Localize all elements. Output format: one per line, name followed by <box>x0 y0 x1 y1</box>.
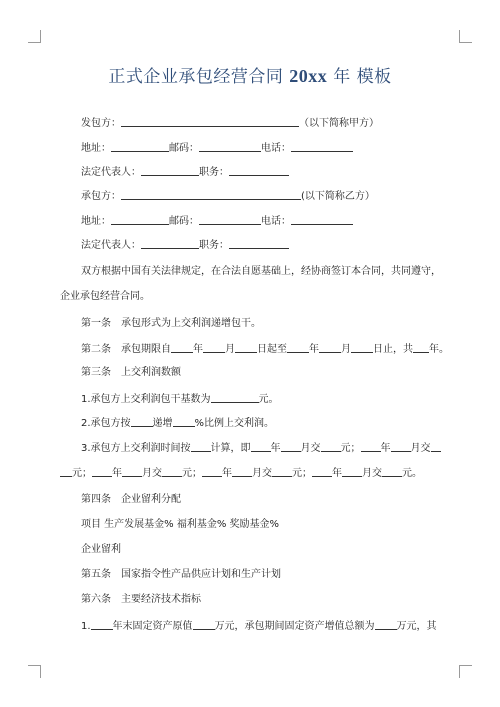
blank <box>232 466 252 477</box>
party-b-rep-line: 法定代表人： 职务： <box>81 238 289 253</box>
retained-profit: 企业留利 <box>81 544 121 555</box>
article-3: 第三条 上交利润数额 <box>81 367 181 378</box>
blank <box>111 141 169 152</box>
blank <box>251 441 271 452</box>
blank <box>193 619 215 630</box>
blank <box>199 214 261 225</box>
blank <box>162 466 182 477</box>
blank <box>141 238 199 249</box>
document-title <box>0 62 500 87</box>
blank <box>375 619 397 630</box>
preamble-line-2: 企业承包经营合同。 <box>60 291 150 302</box>
article-2: 第二条 承包期限自 年 月 日起至 年 月 日止，共 年。 <box>81 344 449 355</box>
blank <box>141 165 199 176</box>
allocation-items: 项目 生产发展基金% 福利基金% 奖励基金% <box>81 519 280 530</box>
blank <box>319 342 341 353</box>
blank <box>211 392 259 403</box>
blank <box>361 441 381 452</box>
blank <box>60 466 72 477</box>
blank <box>391 441 411 452</box>
party-a-address-line: 地址： 邮码： 电话： <box>81 141 353 156</box>
blank <box>91 619 113 630</box>
article-6: 第六条 主要经济技术指标 <box>81 594 201 605</box>
blank <box>173 416 195 427</box>
title-year: 20xx <box>289 66 328 86</box>
crop-mark-bottom-right <box>459 665 472 678</box>
blank <box>92 466 112 477</box>
title-text: 正式企业承包经营合同 <box>108 67 284 87</box>
blank <box>351 342 373 353</box>
blank <box>229 238 289 249</box>
crop-mark-bottom-left <box>28 665 41 678</box>
article-3-item-3-line-1: 3.承包方上交利润时间按 计算，即 年 月交 元； 年 月交 <box>81 441 441 456</box>
blank <box>131 416 153 427</box>
blank <box>287 342 309 353</box>
blank <box>281 441 301 452</box>
blank <box>203 342 225 353</box>
blank <box>121 189 301 200</box>
blank <box>272 466 292 477</box>
blank <box>121 116 299 127</box>
article-1: 第一条 承包形式为上交利润递增包干。 <box>81 318 261 329</box>
party-b-address-line: 地址： 邮码： 电话： <box>81 214 353 229</box>
blank <box>413 342 429 353</box>
title-suffix: 年 模板 <box>333 67 392 87</box>
crop-mark-top-right <box>459 30 472 43</box>
crop-mark-top-left <box>28 30 41 43</box>
blank <box>382 466 402 477</box>
party-a-line: 发包方： （以下简称甲方） <box>81 118 379 129</box>
blank <box>191 441 211 452</box>
party-b-line: 承包方： (以下简称乙方） <box>81 191 375 202</box>
article-5: 第五条 国家指令性产品供应计划和生产计划 <box>81 569 281 580</box>
article-3-item-3-line-2: 元； 年 月交 元； 年 月交 元； 年 月交 元。 <box>60 466 422 481</box>
blank <box>202 466 222 477</box>
blank <box>229 165 289 176</box>
blank <box>291 141 353 152</box>
party-a-rep-line: 法定代表人： 职务： <box>81 165 289 180</box>
blank <box>291 214 353 225</box>
article-6-item-1: 1. 年末固定资产原值 万元，承包期间固定资产增值总额为 万元，其 <box>81 621 437 632</box>
blank <box>122 466 142 477</box>
blank <box>312 466 332 477</box>
blank <box>111 214 169 225</box>
article-4: 第四条 企业留利分配 <box>81 494 181 505</box>
blank <box>199 141 261 152</box>
blank <box>235 342 257 353</box>
article-3-item-2: 2.承包方按 递增 %比例上交利润。 <box>81 418 275 429</box>
article-3-item-1: 1.承包方上交利润包干基数为 元。 <box>81 394 279 405</box>
blank <box>342 466 362 477</box>
blank <box>171 342 193 353</box>
preamble-line-1: 双方根据中国有关法律规定，在合法自愿基础上，经协商签订本合同，共同遵守， <box>81 266 441 277</box>
blank <box>321 441 341 452</box>
blank <box>431 441 441 452</box>
